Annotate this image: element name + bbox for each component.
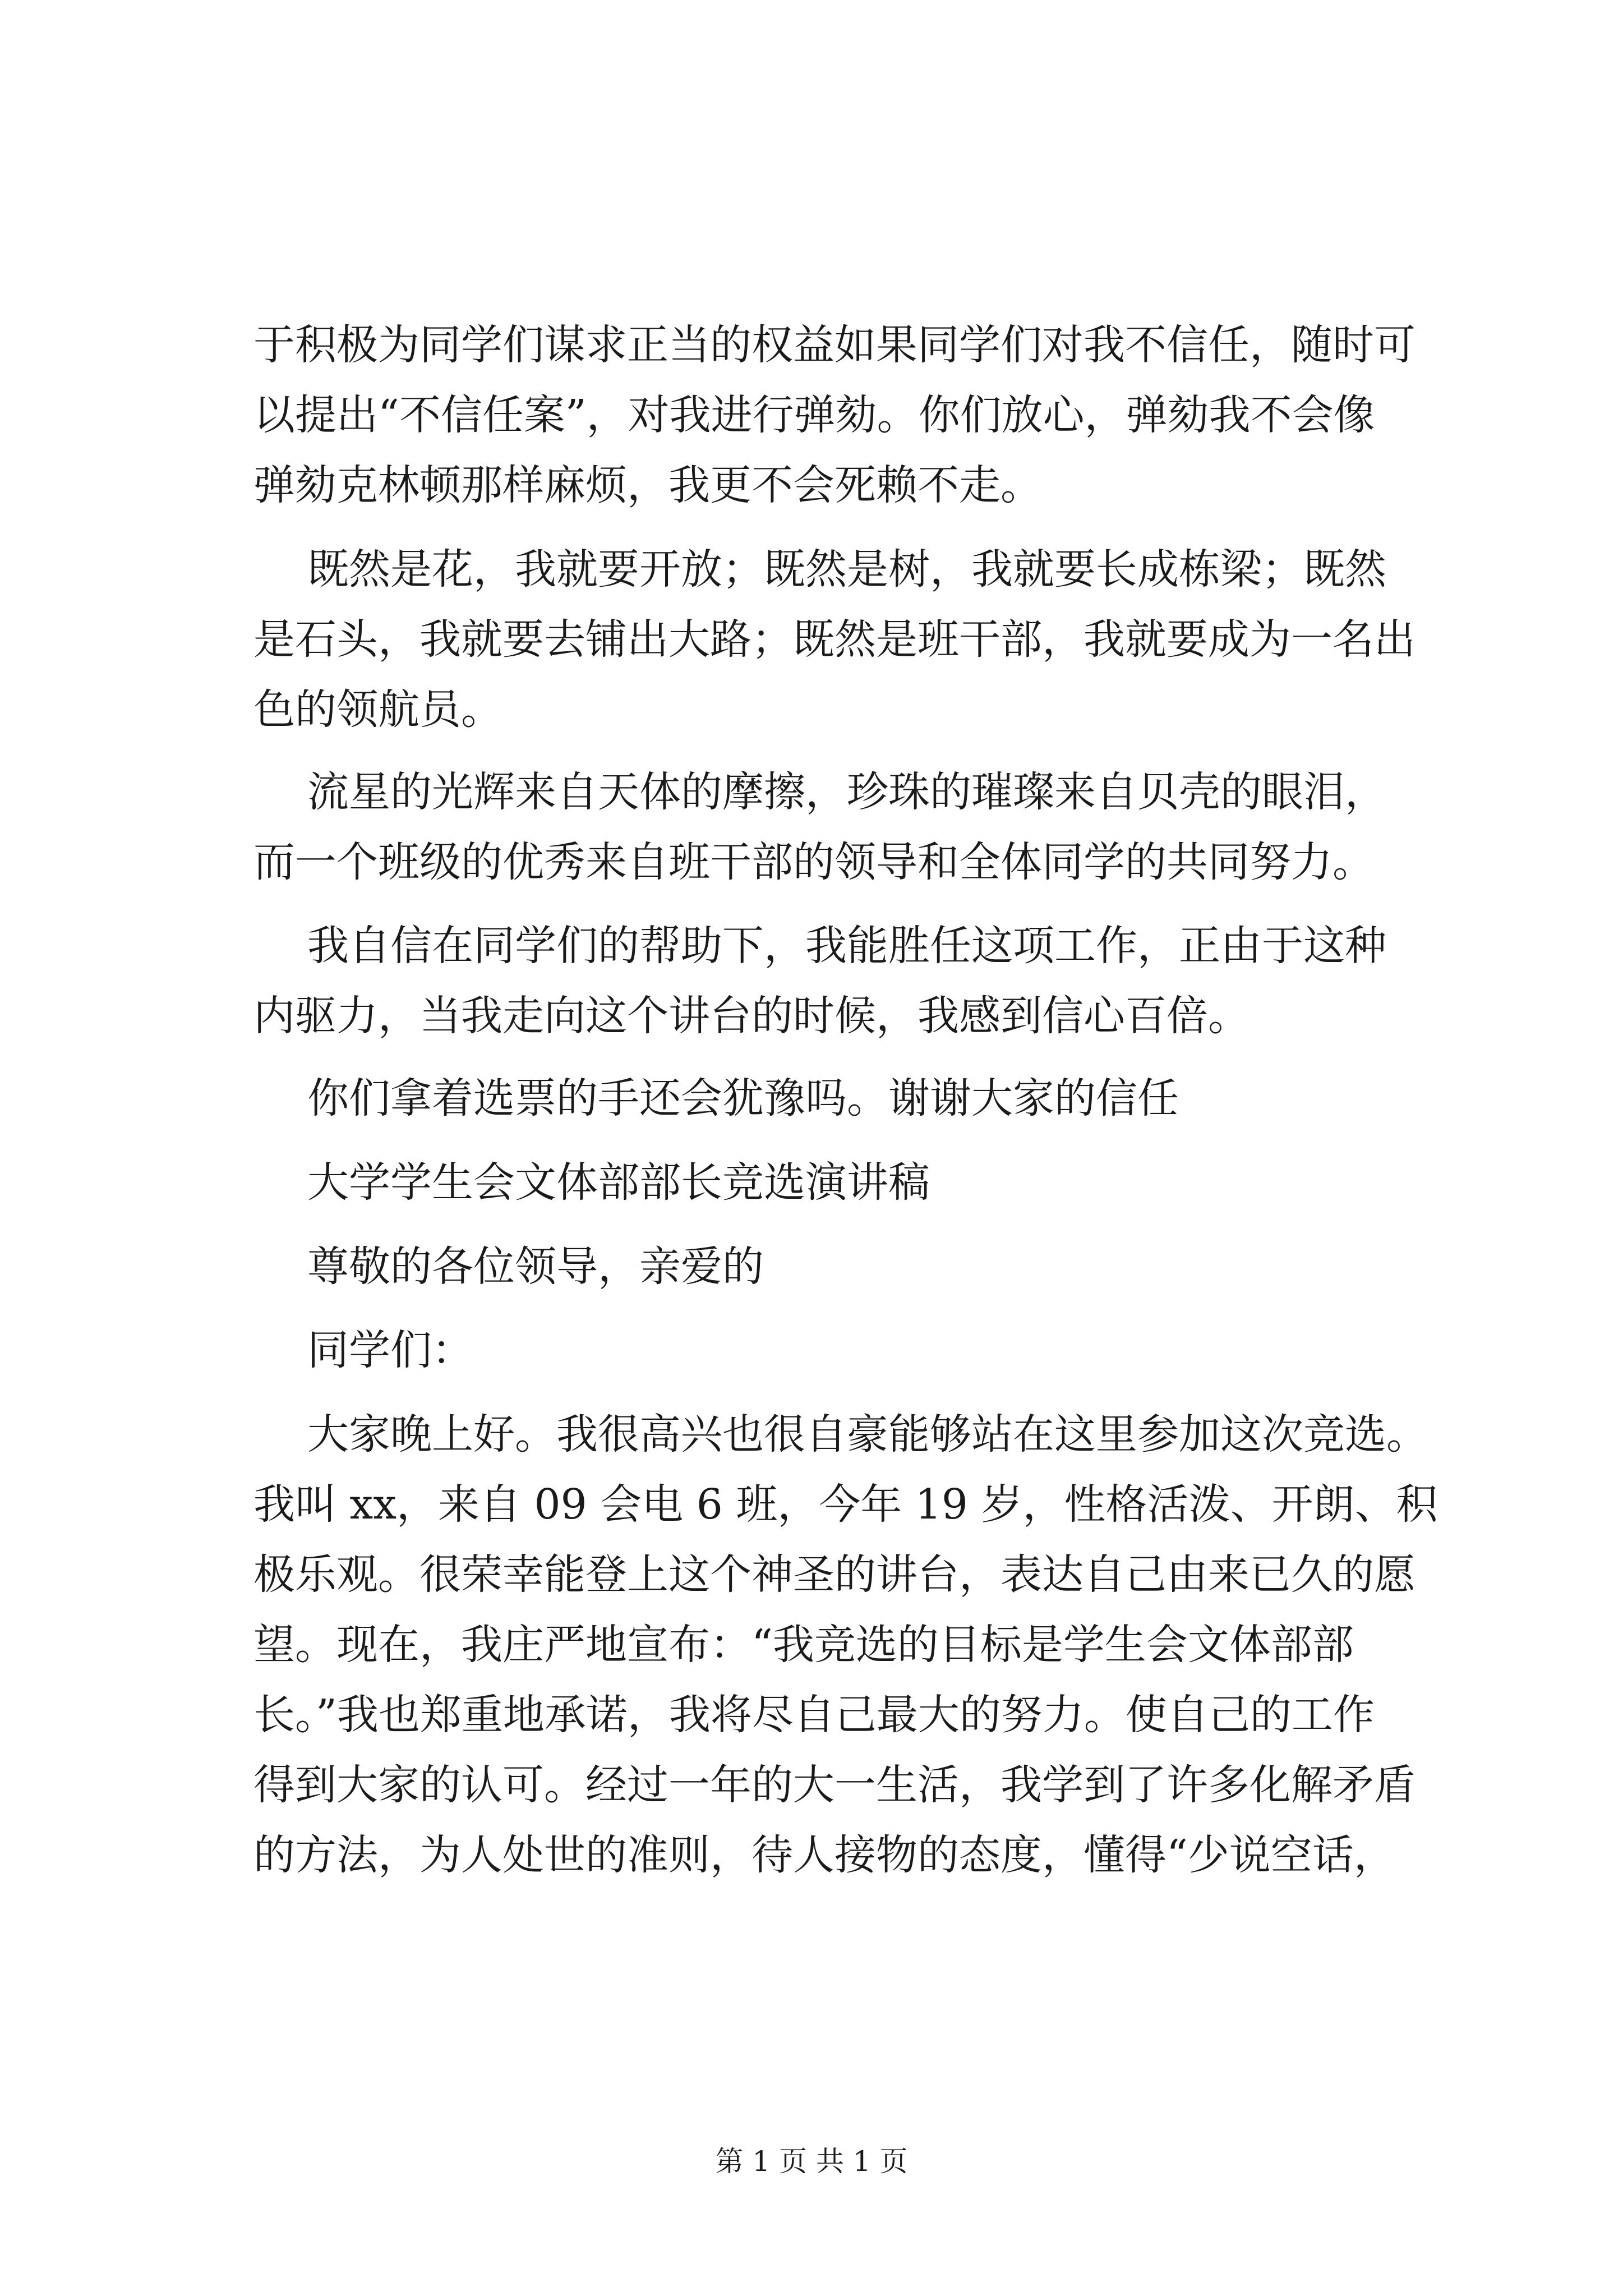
text-line: 以提出“不信任案”，对我进行弹劾。你们放心，弹劾我不会像 [253,391,1375,439]
document-heading-line: 大学学生会文体部部长竞选演讲稿 [307,1158,930,1207]
text-line: 长。”我也郑重地承诺，我将尽自己最大的努力。使自己的工作 [253,1691,1375,1739]
paragraph-start-line: 我自信在同学们的帮助下，我能胜任这项工作，正由于这种 [307,922,1386,970]
text-line: 的方法，为人处世的准则，待人接物的态度，懂得“少说空话， [253,1831,1395,1879]
text-line: 色的领航员。 [253,685,502,734]
page-number-footer: 第 1 页 共 1 页 [715,2145,908,2178]
text-line: 于积极为同学们谋求正当的权益如果同学们对我不信任，随时可 [253,321,1415,369]
paragraph-start-line: 既然是花，我就要开放；既然是树，我就要长成栋梁；既然 [307,545,1386,593]
text-line: 极乐观。很荣幸能登上这个神圣的讲台，表达自己由来已久的愿 [253,1550,1415,1599]
text-line: 弹劾克林顿那样麻烦，我更不会死赖不走。 [253,461,1042,509]
text-line: 是石头，我就要去铺出大路；既然是班干部，我就要成为一名出 [253,615,1415,664]
text-line: 得到大家的认可。经过一年的大一生活，我学到了许多化解矛盾 [253,1761,1415,1809]
text-line: 而一个班级的优秀来自班干部的领导和全体同学的共同努力。 [253,838,1374,886]
text-line: 望。现在，我庄严地宣布：“我竞选的目标是学生会文体部部 [253,1621,1354,1669]
paragraph-start-line: 你们拿着选票的手还会犹豫吗。谢谢大家的信任 [307,1074,1179,1122]
salutation-line: 同学们： [307,1326,473,1374]
salutation-line: 尊敬的各位领导，亲爱的 [307,1243,764,1291]
text-line: 内驱力，当我走向这个讲台的时候，我感到信心百倍。 [253,992,1249,1040]
text-line: 我叫 xx，来自 09 会电 6 班，今年 19 岁，性格活泼、开朗、积 [253,1480,1438,1529]
paragraph-start-line: 大家晚上好。我很高兴也很自豪能够站在这里参加这次竞选。 [307,1410,1428,1458]
paragraph-start-line: 流星的光辉来自天体的摩擦，珍珠的璀璨来自贝壳的眼泪， [307,768,1386,816]
